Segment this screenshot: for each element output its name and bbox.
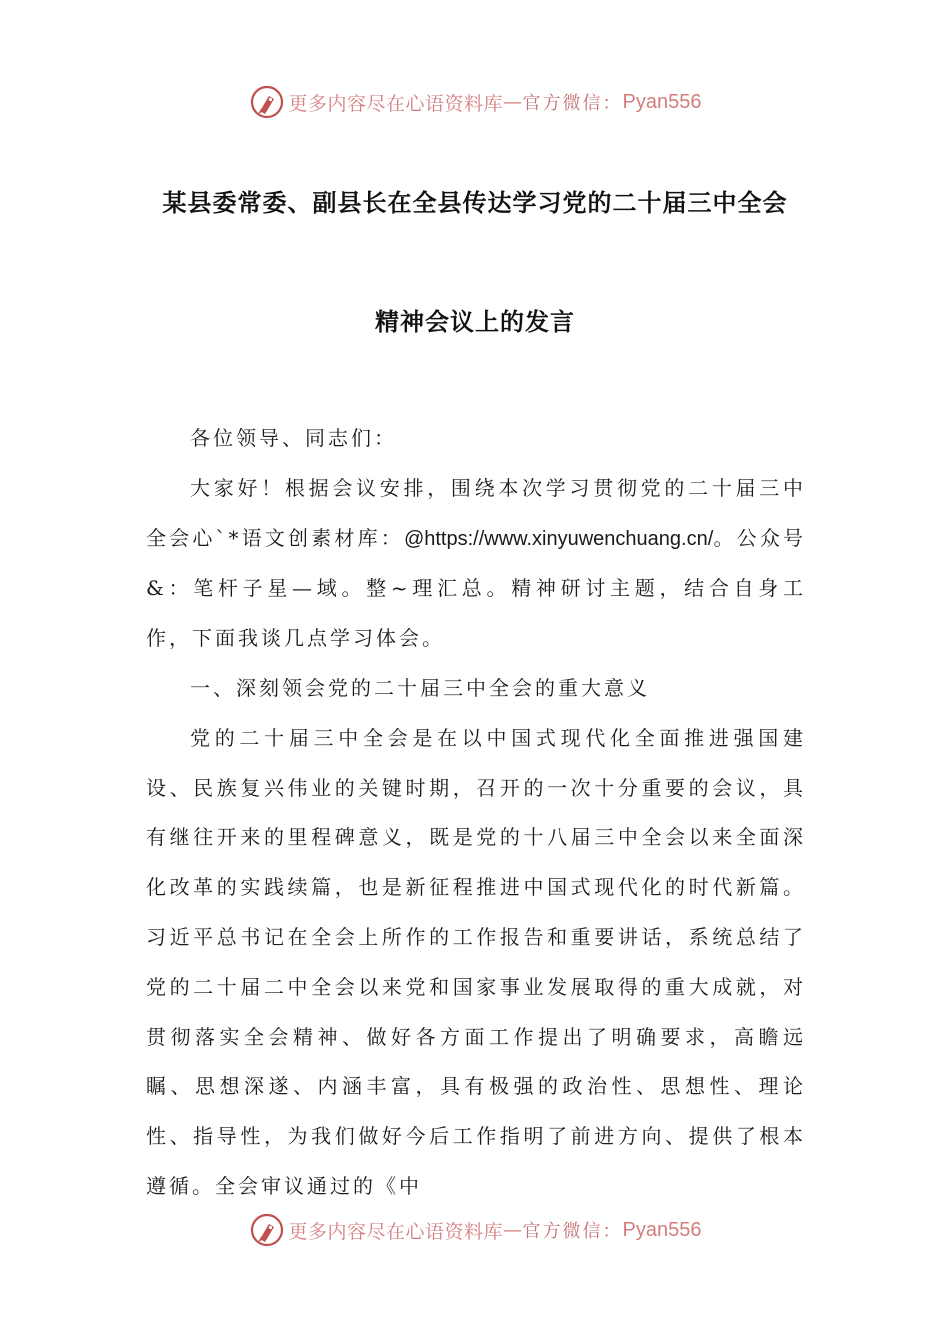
watermark-dash: — [503, 1219, 523, 1241]
salutation: 各位领导、同志们： [190, 426, 397, 450]
body-paragraph-2: 党的二十届三中全会是在以中国式现代化全面推进强国建设、民族复兴伟业的关键时期，召开的一次十分重要的会议，具有继往开来的里程碑意义，既是党的十八届三中全会以来全面深化改革的实践续篇，也是新征程推进中国式现代化的时代新篇。习近平总书记在全会上所作的工作报告和重要讲话，系统总结了党的二十届二中全会以来党和国家事业发展取得的重大成就，对贯彻落实全会精神、做好各方面工作提出了明确要求，高瞻远瞩、思想深遂、内涵丰富，具有极强的政治性、思想性、理论性、指导性，为我们做好今后工作指明了前进方向、提供了根本遵循。全会审议通过的《中 [146, 725, 806, 1198]
watermark-wechat-label: 官方微信： [522, 93, 623, 114]
source-url-text: @https://www.xinyuwenchuang.cn/ [403, 527, 714, 550]
watermark-wechat-label: 官方微信： [522, 1221, 623, 1242]
section-heading-1: 一、深刻领会党的二十届三中全会的重大意义 [190, 675, 650, 700]
watermark-banner-top [0, 80, 950, 124]
watermark-banner-bottom [0, 1208, 950, 1252]
watermark-dash: — [503, 91, 523, 113]
intro-text-b: 。公众号&：笔杆子星—域。整~理汇总。精神研讨主题，结合自身工作，下面我谈几点学习体会。 [146, 525, 807, 651]
watermark-wechat-id: Pyan556 [622, 1218, 702, 1241]
document-title-line-2: 精神会议上的发言 [375, 308, 575, 336]
watermark-wechat-id: Pyan556 [622, 90, 702, 113]
pen-nib-icon [249, 84, 285, 120]
intro-paragraph [146, 464, 806, 664]
watermark-site-text: 更多内容尽在心语资料库 [288, 1220, 504, 1243]
pen-nib-icon [249, 1212, 285, 1248]
watermark-site-text: 更多内容尽在心语资料库 [288, 92, 504, 115]
document-body [146, 414, 806, 1212]
document-title-line-1: 某县委常委、副县长在全县传达学习党的二十届三中全会 [162, 189, 788, 217]
intro-text-a: 大家好！根据会议安排，围绕本次学习贯彻党的二十届三中全会心`*语文创素材库： [146, 475, 806, 550]
